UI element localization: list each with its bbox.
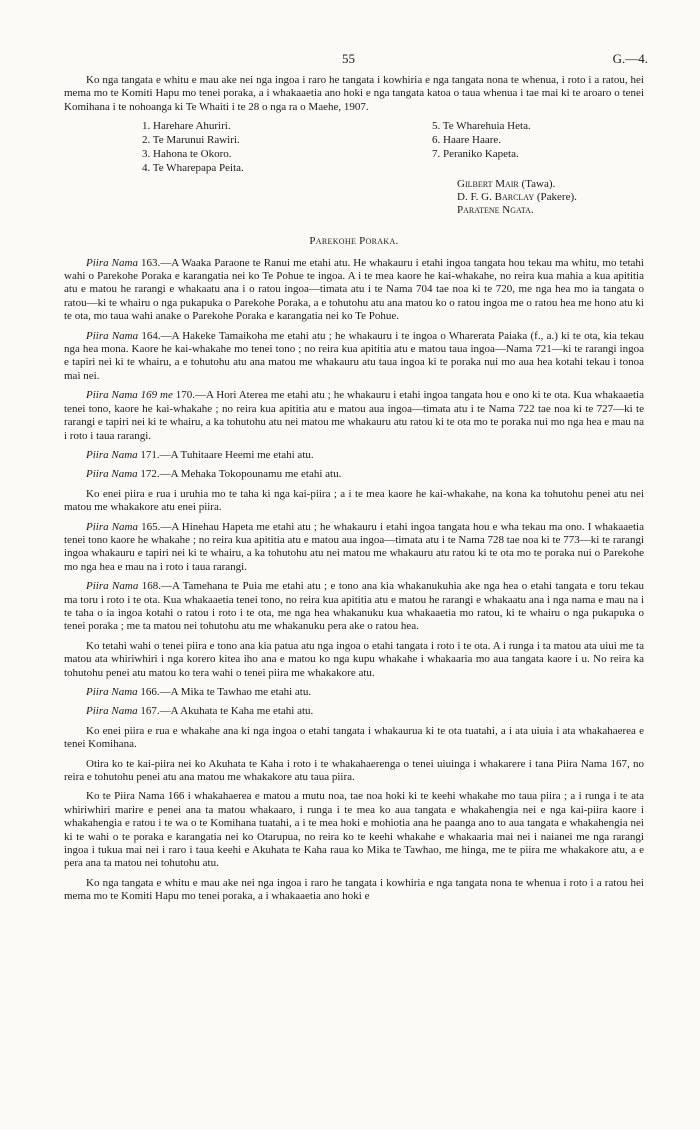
committee-members [64,120,644,176]
member-name: 3. Hahona te Okoro. [142,148,232,161]
paragraph-text: 171.—A Tuhitaare Heemi me etahi atu. [137,448,314,461]
members-right-column [354,120,644,176]
body-paragraph [64,449,644,462]
signatory: Paratene Ngata. [457,204,534,217]
signatories [64,178,644,217]
body-paragraph [64,468,644,481]
paragraph-text: 170.—A Hori Aterea me etahi atu ; he whakauru i etahi ingoa tangata hou e ono ki te ota. Kua whakaaetia tenei tono, kaore he kai-whakahe ; no reira kua apititia atu e matou aua ingoa—timata atu i te Nama 722 tae noa ki te 727—ki te rarangi e tapiri nei ki te whairu, a ka tohutohu atu nei matou me whakauru atu ratou ki te ota mo te poraka nui mo nga hea e mau na i roto i taua rarangi. [64,389,644,442]
claim-label: Piira Nama [86,329,139,342]
body-paragraph [64,758,644,785]
members-left-column [64,120,354,176]
body-paragraph [64,877,644,904]
section-title: Parekohe Poraka. [309,235,399,248]
body-paragraph [64,257,644,324]
intro-paragraph: Ko nga tangata e whitu e mau ake nei nga ingoa i raro he tangata i kowhiria e nga tangata nona te whenua, i roto i a ratou, hei mema mo te Komiti Hapu mo tenei poraka, a i whakaaetia ano hoki e nga tangata katoa o taua whenua i tae mai ki te aroaro o tenei Komihana i te nohoanga ki Te Whaiti i te 28 o nga ra o Maehe, 1907. [64,74,644,113]
member-name: 6. Haare Haare. [432,134,502,147]
claim-label: Piira Nama [86,580,139,593]
claim-label: Piira Nama [86,468,138,481]
body-paragraph [64,640,644,680]
claim-label: Piira Nama [86,448,138,461]
claim-label: Piira Nama [86,686,138,698]
body-paragraph [64,389,644,443]
body-paragraph [64,488,644,515]
member-name: 1. Harehare Ahuriri. [142,120,231,133]
paragraph-text: Ko enei piira e rua i uruhia mo te taha ki nga kai-piira ; a i te mea kaore he kai-whakahe, na kona ka tohutohu penei atu nei matou me whakakore atu enei piira. [64,487,644,514]
claim-label: Piira Nama [86,705,138,718]
document-page [64,51,648,910]
body-paragraph [64,330,644,384]
body-paragraph [64,705,644,718]
paragraph-text: Ko tetahi wahi o tenei piira e tono ana kia patua atu nga ingoa o etahi tangata i roto i te ota. A i runga i ta matou ata uiui me ta matou ata whiriwhiri i nga korero kitea iho ana e matou ko nga kupu whakahe i whakaaria mo aua tangata kaore i u. No reira ka tohutohu penei atu matou ko tera wahi o tenei piira me whakakore atu. [64,639,644,679]
member-name: 5. Te Wharehuia Heta. [432,120,531,133]
paragraph-text: 167.—A Akuhata te Kaha me etahi atu. [137,705,314,718]
paragraph-text: 163.—A Waaka Paraone te Ranui me etahi atu. He whakauru i etahi ingoa tangata hou tekau ma whitu, mo tetahi wahi o Parekohe Poraka e karangatia nei ko Te Pohue te ingoa. A i te mea kaore he kai-whakahe, no reira kua mahia a kua apititia atu e matou he rarangi e whakaatu ana i o ratou ingoa—timata atu i te Nama 704 tae noa ki te 720, me nga hea mo ia tangata o ratou—ki te whairu o nga pukapuka o Parekohe Poraka, a e tohutohu atu ana matou ko o ratou ingoa me o ratou hea me hono atu ki te ota, mo taua wahi anake o Parekohe Poraka e karangatia nei ko Te Pohue. [64,256,644,323]
paragraph-text: Ko te Piira Nama 166 i whakahaerea e matou a mutu noa, tae noa hoki ki te keehi whakahe mo taua piira ; a i runga i te ata whiriwhiri marire e penei ana ta matou whakaaro, i runga i te mea ko aua tangata e whakahengia nei e nga kai-piira kaore i whakahengia e ratou i te wa o te Komihana tuatahi, a i te mea hoki e mohiotia ana he paanga ano to aua tangata e whakahengia nei ki te wahi o te poraka e karangatia nei ko Otarupua, no reira ko te keehi whakahe e whakaaria mai nei i naianei me nga rarangi ingoa i tukua mai nei i raro i taua keehi e Akuhata te Kaha raua ko Mika te Tawhao, me hinga, me te piira me whakakore atu, a e pera ana ta matou nei tohutohu atu. [64,790,644,870]
member-name: 4. Te Wharepapa Peita. [142,162,244,175]
paragraphs [64,257,644,904]
signatory: D. F. G. Barclay (Pakere). [457,191,577,204]
body-paragraph [64,686,644,699]
page-header [64,51,648,74]
body-paragraph [64,725,644,752]
member-name: 7. Peraniko Kapeta. [432,148,519,161]
member-name: 2. Te Marunui Rawiri. [142,134,240,147]
body-paragraph [64,790,644,870]
paragraph-text: 168.—A Tamehana te Puia me etahi atu ; e tono ana kia whakanukuhia ake nga hea o etahi tangata e toru tekau ma toru i roto i te ota. Kua whakaaetia tenei tono, no reira kua apititia atu e matou he rarangi e whakaatu ana i nga nama e mau na i te taha o ia ingoa kotahi o ratou i roto i te ota, me nga hea whakanuku kua whakaaetia mo ratou, ki te whairu o nga pukapuka o tenei poraka ; me ta matou nei tohutohu atu me whakanuku pera ake o ratou hea. [64,580,644,633]
paragraph-text: 172.—A Mehaka Tokopounamu me etahi atu. [137,468,342,481]
paragraph-text: 164.—A Hakeke Tamaikoha me etahi atu ; he whakauru i te ingoa o Wharerata Paiaka (f., a.) ki te ota, kia tekau nga hea mona. Kaore he kai-whakahe mo tenei tono ; no reira kua apititia atu e matou taua ingoa—Nama 721—ki te rarangi ingoa e tapiri nei ki te whairu, a e tohutohu atu ana matou me whakauru atu taua ingoa ki te poraka nui mo aua hea kotahi tekau i tonoa mai nei. [64,329,644,382]
paragraph-text: Ko nga tangata e whitu e mau ake nei nga ingoa i raro he tangata i kowhiria e nga tangata nona te whenua i roto i a ratou hei mema mo te Komiti Hapu mo tenei poraka, a i whakaaetia ano hoki e [64,876,644,903]
paragraph-text: 166.—A Mika te Tawhao me etahi atu. [137,686,312,698]
body-paragraph [64,521,644,575]
signatory: Gilbert Mair (Tawa). [457,178,556,191]
paragraph-text: Otira ko te kai-piira nei ko Akuhata te Kaha i roto i te whakahaerenga o tenei uiuinga i whakarere i tana Piira Nama 167, no reira e tohutohu penei atu ana matou me whakakore atu taua piira. [64,757,644,784]
paragraph-text: 165.—A Hinehau Hapeta me etahi atu ; he whakauru i etahi ingoa tangata hou e wha tekau ma ono. I whakaaetia tenei tono kaore he whakahe ; no reira kua apititia atu e matou aua ingoa—timata atu i te Nama 728 tae noa ki te 773—ki te rarangi ingoa whakauru e tapiri nei ki te whairu, a ka tohutohu atu nei matou me whakauru atu ratou ki te ota mo te poraka nui o Parekohe mo nga hea e mau na i roto i taua rarangi. [64,520,644,573]
claim-label: Piira Nama [86,520,138,533]
claim-label: Piira Nama 169 me [86,389,173,402]
body-paragraph [64,580,644,634]
paragraph-text: Ko enei piira e rua e whakahe ana ki nga ingoa o etahi tangata i whakaurua ki te ota tuatahi, a i ata uiuia i ata whakahaerea e tenei Komihana. [64,724,644,751]
page-number: 55 [342,51,355,66]
document-reference: G.—4. [612,51,648,66]
claim-label: Piira Nama [86,256,138,269]
